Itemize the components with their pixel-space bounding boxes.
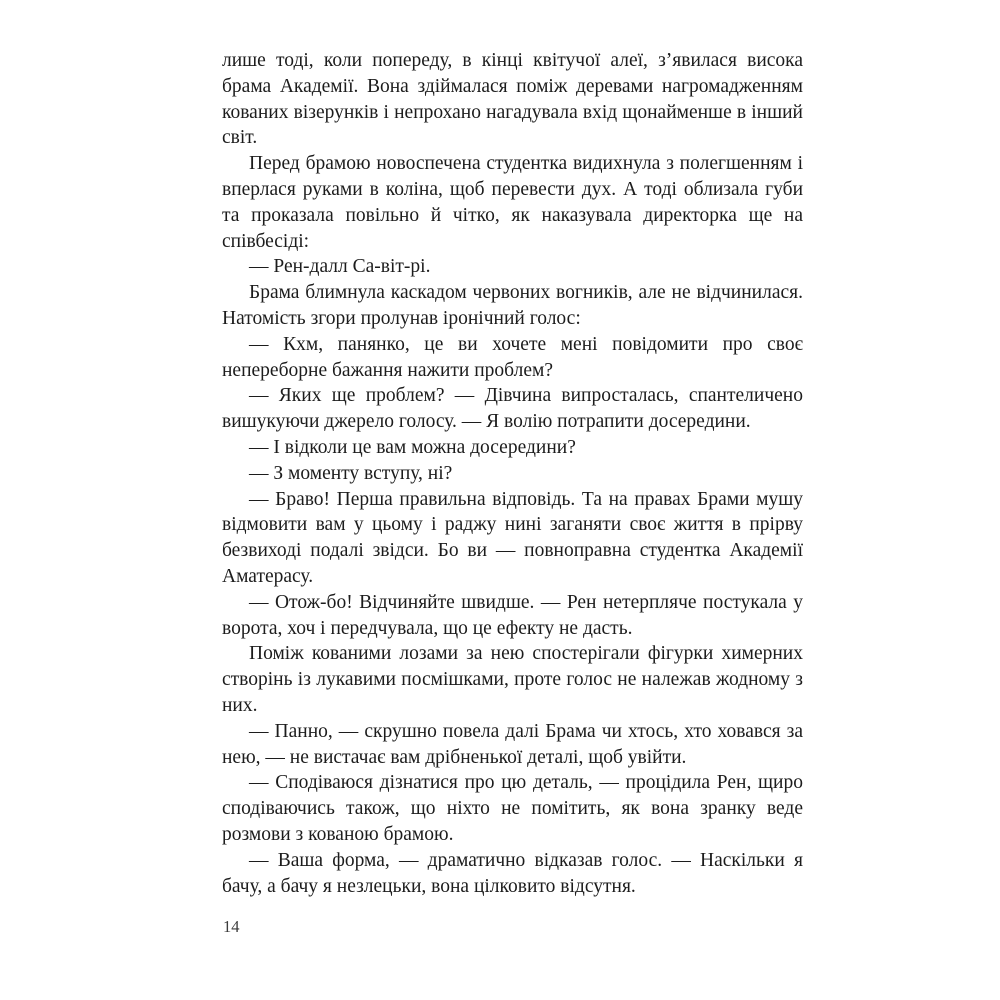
paragraph: Поміж кованими лозами за нею спостерігали фігурки химерних створінь із лукавими посмішками, проте голос не належав жодному з них. xyxy=(222,643,803,716)
page-number: 14 xyxy=(223,917,240,936)
paragraph: — Яких ще проблем? — Дівчина випросталась, спантеличено вишукуючи джерело голосу. — Я волію потрапити досередини. xyxy=(222,385,803,433)
paragraph: — Браво! Перша правильна відповідь. Та на правах Брами мушу відмовити вам у цьому і раджу нині заганяти своє життя в прірву безвиході подалі звідси. Бо ви — повноправна студентка Академії Аматерасу. xyxy=(222,488,803,587)
paragraph: — Сподіваюся дізнатися про цю деталь, — процідила Рен, щиро сподіваючись також, що ніхто не помітить, як вона зранку веде розмови з кованою брамою. xyxy=(222,772,803,845)
paragraph: — З моменту вступу, ні? xyxy=(249,462,453,484)
paragraph: лише тоді, коли попереду, в кінці квітучої алеї, з’явилася висока брама Академії. Вона здіймалася поміж деревами нагромадженням кованих візерунків і непрохано нагадувала вхід щонайменше в інший світ. xyxy=(222,50,803,149)
paragraph: — Ваша форма, — драматично відказав голос. — Наскільки я бачу, а бачу я незлецьки, вона цілковито відсутня. xyxy=(222,849,803,897)
paragraph: — Кхм, панянко, це ви хочете мені повідомити про своє непереборне бажання нажити проблем? xyxy=(222,333,803,381)
paragraph: — Отож-бо! Відчиняйте швидше. — Рен нетерпляче постукала у ворота, хоч і передчувала, що це ефекту не дасть. xyxy=(222,591,803,639)
paragraph: — Панно, — скрушно повела далі Брама чи хтось, хто ховався за нею, — не вистачає вам дрібненької деталі, щоб увійти. xyxy=(222,720,803,768)
paragraph: Перед брамою новоспечена студентка видихнула з полегшенням і вперлася руками в коліна, щоб перевести дух. А тоді облизала губи та проказала повільно й чітко, як наказувала директорка ще на співбесіді: xyxy=(222,153,803,252)
text-block xyxy=(222,48,803,899)
paragraph: Брама блимнула каскадом червоних вогників, але не відчинилася. Натомість згори пролунав іронічний голос: xyxy=(222,282,803,329)
paragraph: — І відколи це вам можна досередини? xyxy=(249,436,576,458)
paragraph: — Рен-далл Са-віт-рі. xyxy=(249,256,431,278)
